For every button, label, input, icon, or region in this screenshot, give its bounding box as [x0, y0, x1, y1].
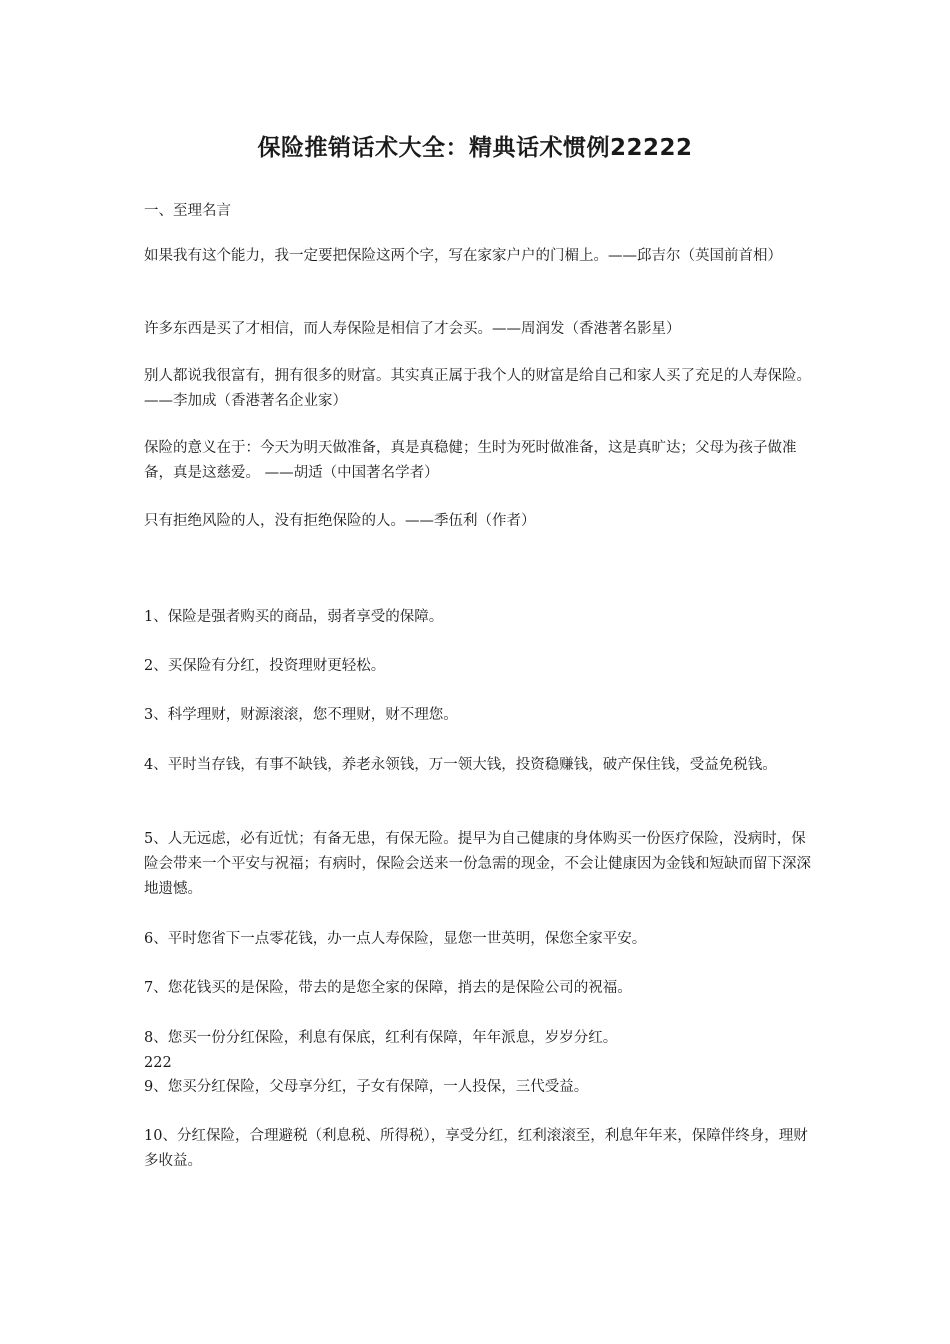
list-item-10	[144, 1124, 814, 1174]
list-item-1	[144, 605, 814, 630]
list-item-text: 9、您买分红保险，父母享分红，子女有保障，一人投保，三代受益。	[144, 1079, 589, 1095]
section-heading	[144, 199, 814, 224]
quote-3	[144, 364, 814, 414]
quote-2	[144, 317, 814, 342]
list-item-2	[144, 654, 814, 679]
list-item-text: 2、买保险有分红，投资理财更轻松。	[144, 658, 386, 674]
list-item-7	[144, 976, 814, 1001]
quote-4	[144, 436, 814, 486]
inline-note	[144, 1051, 814, 1076]
list-item-6	[144, 927, 814, 952]
list-item-text: 5、人无远虑，必有近忧；有备无患，有保无险。提早为自己健康的身体购买一份医疗保险，没病时，保险会带来一个平安与祝福；有病时，保险会送来一份急需的现金，不会让健康因为金钱和短缺而留下深深地遗憾。	[144, 831, 811, 897]
list-item-9	[144, 1075, 814, 1100]
list-item-text: 1、保险是强者购买的商品，弱者享受的保障。	[144, 609, 444, 625]
list-item-4	[144, 753, 814, 778]
list-item-8	[144, 1026, 814, 1051]
list-item-5	[144, 827, 814, 902]
document-title: 保险推销话术大全：精典话术惯例22222	[257, 135, 693, 161]
quote-text: 只有拒绝风险的人，没有拒绝保险的人。——季伍利（作者）	[144, 513, 536, 529]
list-item-text: 10、分红保险，合理避税（利息税、所得税），享受分红，红利滚滚至，利息年年来，保障伴终身，理财多收益。	[144, 1128, 808, 1169]
quote-5	[144, 509, 814, 534]
list-item-text: 8、您买一份分红保险，利息有保底，红利有保障，年年派息，岁岁分红。	[144, 1030, 618, 1046]
list-item-text: 3、科学理财，财源滚滚，您不理财，财不理您。	[144, 707, 458, 723]
inline-note-text: 222	[144, 1055, 172, 1071]
list-item-text: 7、您花钱买的是保险，带去的是您全家的保障，捎去的是保险公司的祝福。	[144, 980, 632, 996]
quote-1	[144, 244, 814, 269]
quote-text: 保险的意义在于：今天为明天做准备，真是真稳健；生时为死时做准备，这是真旷达；父母为孩子做准备，真是这慈爱。 ——胡适（中国著名学者）	[144, 440, 797, 481]
quote-text: 许多东西是买了才相信，而人寿保险是相信了才会买。——周润发（香港著名影星）	[144, 321, 681, 337]
quote-text: 别人都说我很富有，拥有很多的财富。其实真正属于我个人的财富是给自己和家人买了充足的人寿保险。——李加成（香港著名企业家）	[144, 368, 811, 409]
list-item-3	[144, 703, 814, 728]
list-item-text: 6、平时您省下一点零花钱，办一点人寿保险，显您一世英明，保您全家平安。	[144, 931, 647, 947]
list-item-text: 4、平时当存钱，有事不缺钱，养老永领钱，万一领大钱，投资稳赚钱，破产保住钱，受益免税钱。	[144, 757, 777, 773]
quote-text: 如果我有这个能力，我一定要把保险这两个字，写在家家户户的门楣上。——邱吉尔（英国前首相）	[144, 248, 782, 264]
section-heading-text: 一、至理名言	[144, 203, 231, 219]
